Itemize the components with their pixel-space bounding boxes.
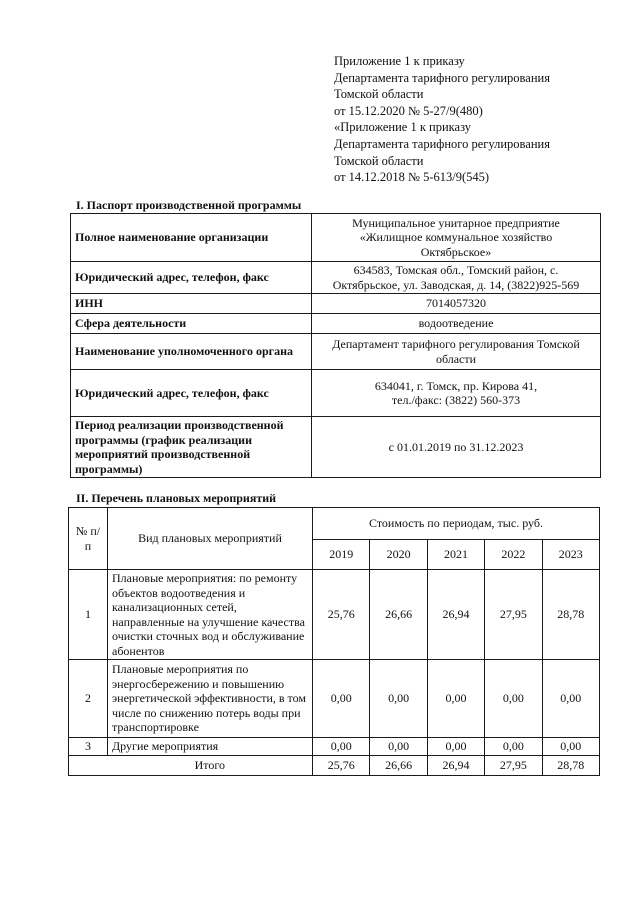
passport-value	[312, 314, 601, 334]
total-value: 27,95	[485, 756, 542, 776]
passport-table	[70, 213, 601, 478]
table-row	[69, 570, 600, 660]
header-activity: Вид плановых мероприятий	[108, 508, 313, 570]
passport-label: Наименование уполномоченного органа	[71, 334, 312, 370]
value-line: Департамент тарифного регулирования Томской	[332, 337, 580, 351]
row-value: 0,00	[313, 738, 370, 756]
appendix-line: Департамента тарифного регулирования	[334, 70, 550, 85]
passport-title: I. Паспорт производственной программы	[76, 198, 302, 212]
value-line: с 01.01.2019 по 31.12.2023	[388, 439, 524, 454]
value-line: водоотведение	[418, 316, 494, 331]
appendix-line: от 14.12.2018 № 5-613/9(545)	[334, 170, 490, 185]
passport-value	[312, 370, 601, 417]
table-total-row	[69, 756, 600, 776]
total-value: 26,94	[427, 756, 484, 776]
total-value: 25,76	[313, 756, 370, 776]
row-value: 0,00	[485, 660, 542, 738]
row-num: 1	[69, 570, 108, 660]
row-value: 27,95	[485, 570, 542, 660]
table-row	[69, 660, 600, 738]
appendix-line: от 15.12.2020 № 5-27/9(480)	[334, 103, 483, 118]
passport-label: Период реализации производственной программы (график реализации мероприятий производственной программы)	[71, 417, 312, 478]
passport-label: ИНН	[71, 294, 312, 314]
row-value: 0,00	[370, 660, 427, 738]
table-header-row	[69, 508, 600, 540]
row-value: 0,00	[485, 738, 542, 756]
passport-label: Сфера деятельности	[71, 314, 312, 334]
appendix-line: Томской области	[334, 153, 424, 168]
row-value: 0,00	[427, 660, 484, 738]
header-year: 2022	[485, 540, 542, 570]
row-value: 0,00	[370, 738, 427, 756]
appendix-line: Приложение 1 к приказу	[334, 54, 465, 68]
row-num: 3	[69, 738, 108, 756]
value-line: «Жилищное коммунальное хозяйство	[359, 230, 553, 245]
value-line: тел./факс: (3822) 560-373	[391, 393, 521, 407]
passport-label: Юридический адрес, телефон, факс	[71, 370, 312, 417]
total-spacer	[69, 756, 108, 776]
value-line: области	[435, 351, 477, 366]
table-row	[71, 370, 601, 417]
passport-value	[312, 214, 601, 262]
row-name: Плановые мероприятия по энергосбережению и повышению энергетической эффективности, в том числе по снижению потерь воды при транспортировке	[108, 660, 313, 738]
passport-value	[312, 294, 601, 314]
header-year: 2019	[313, 540, 370, 570]
row-value: 0,00	[542, 660, 599, 738]
passport-label: Юридический адрес, телефон, факс	[71, 262, 312, 294]
value-line: 634583, Томская обл., Томский район, с.	[353, 263, 559, 277]
table-row	[71, 214, 601, 262]
appendix-header	[334, 53, 550, 186]
value-line: 7014057320	[426, 296, 486, 311]
plan-table	[68, 507, 600, 776]
passport-label: Полное наименование организации	[71, 214, 312, 262]
passport-value	[312, 262, 601, 294]
passport-value	[312, 334, 601, 370]
appendix-line: Департамента тарифного регулирования	[334, 136, 550, 151]
table-row	[71, 314, 601, 334]
table-row	[71, 294, 601, 314]
appendix-line: «Приложение 1 к приказу	[334, 120, 472, 135]
table-row	[69, 738, 600, 756]
table-row	[71, 262, 601, 294]
table-row	[71, 334, 601, 370]
row-value: 26,66	[370, 570, 427, 660]
total-value: 28,78	[542, 756, 599, 776]
passport-value	[312, 417, 601, 478]
row-value: 26,94	[427, 570, 484, 660]
row-value: 0,00	[313, 660, 370, 738]
row-value: 0,00	[427, 738, 484, 756]
header-cost: Стоимость по периодам, тыс. руб.	[313, 508, 600, 540]
plan-title: II. Перечень плановых мероприятий	[76, 491, 277, 505]
value-line: Октябрьское, ул. Заводская, д. 14, (3822)925-569	[332, 277, 580, 292]
total-value: 26,66	[370, 756, 427, 776]
value-line: Октябрьское»	[420, 244, 492, 259]
header-year: 2020	[370, 540, 427, 570]
row-name: Плановые мероприятия: по ремонту объектов водоотведения и канализационных сетей, направленные на улучшение качества очистки сточных вод и обслуживание абонентов	[108, 570, 313, 660]
row-value: 28,78	[542, 570, 599, 660]
header-year: 2021	[427, 540, 484, 570]
row-value: 25,76	[313, 570, 370, 660]
header-num: № п/п	[69, 508, 108, 570]
value-line: Муниципальное унитарное предприятие	[352, 215, 560, 230]
row-value: 0,00	[542, 738, 599, 756]
table-row	[71, 417, 601, 478]
value-line: 634041, г. Томск, пр. Кирова 41,	[374, 378, 538, 393]
appendix-line: Томской области	[334, 87, 424, 102]
header-year: 2023	[542, 540, 599, 570]
row-num: 2	[69, 660, 108, 738]
total-label: Итого	[108, 756, 313, 776]
row-name: Другие мероприятия	[108, 738, 313, 756]
